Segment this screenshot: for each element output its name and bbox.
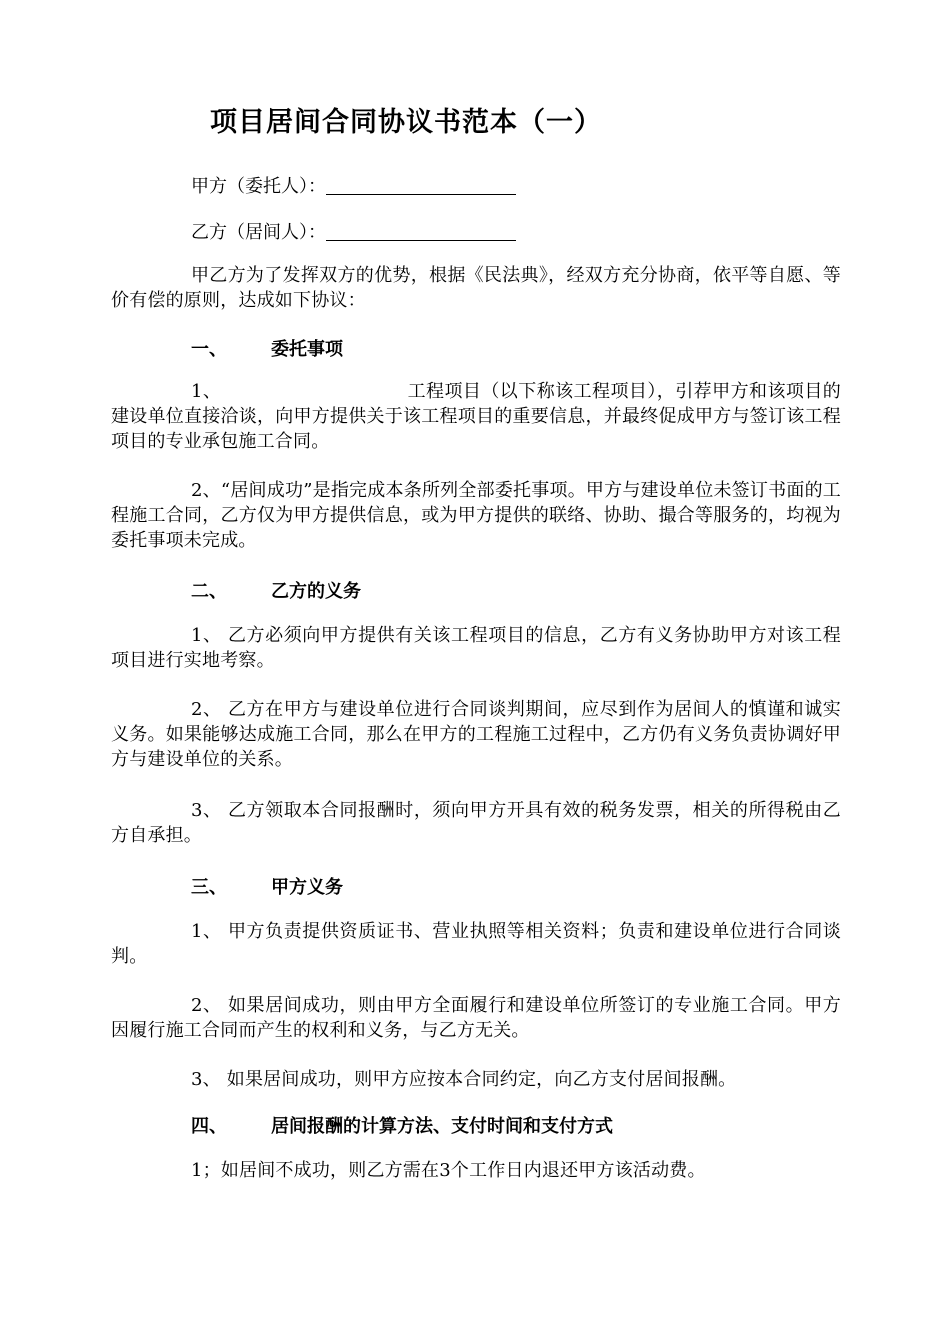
section-title: 甲方义务 — [271, 877, 343, 898]
clause-prefix: 1、 — [191, 381, 222, 402]
clause-paragraph: 2、 乙方在甲方与建设单位进行合同谈判期间，应尽到作为居间人的慎谨和诚实义务。如果能够达成施工合同，那么在甲方的工程施工过程中，乙方仍有义务负责协调好甲方与建设单位的关系。 — [111, 699, 841, 770]
intro-paragraph: 甲乙方为了发挥双方的优势，根据《民法典》，经双方充分协商，依平等自愿、等价有偿的原则，达成如下协议： — [111, 265, 841, 311]
clause-text: 工程项目（以下称该工程项目），引荐甲方和该项目的建设单位直接洽谈，向甲方提供关于该工程项目的重要信息，并最终促成甲方与签订该工程项目的专业承包施工合同。 — [111, 381, 841, 452]
clause-paragraph: 3、 乙方领取本合同报酬时，须向甲方开具有效的税务发票，相关的所得税由乙方自承担。 — [111, 800, 841, 846]
section-heading — [191, 873, 343, 899]
section-number: 四、 — [191, 1116, 227, 1137]
section-heading — [191, 1112, 613, 1138]
section-number: 三、 — [191, 877, 227, 898]
section-heading — [191, 577, 361, 603]
section-number: 二、 — [191, 581, 227, 602]
clause-paragraph: 2、 如果居间成功，则由甲方全面履行和建设单位所签订的专业施工合同。甲方因履行施工合同而产生的权利和义务，与乙方无关。 — [111, 995, 841, 1041]
clause-paragraph: 1、 甲方负责提供资质证书、营业执照等相关资料；负责和建设单位进行合同谈判。 — [111, 921, 841, 967]
section-title: 居间报酬的计算方法、支付时间和支付方式 — [271, 1116, 613, 1137]
section-number: 一、 — [191, 339, 227, 360]
clause-paragraph: 1、 乙方必须向甲方提供有关该工程项目的信息，乙方有义务协助甲方对该工程项目进行实地考察。 — [111, 625, 841, 671]
party-b-line — [191, 218, 516, 244]
clause-paragraph — [111, 379, 841, 454]
section-title: 乙方的义务 — [271, 581, 361, 602]
party-b-blank — [326, 222, 516, 241]
section-heading — [191, 335, 343, 361]
party-a-line — [191, 172, 516, 198]
party-a-label: 甲方（委托人）： — [191, 176, 326, 197]
clause-paragraph: 1；如居间不成功，则乙方需在3个工作日内退还甲方该活动费。 — [191, 1160, 706, 1181]
clause-paragraph: 2、“居间成功”是指完成本条所列全部委托事项。甲方与建设单位未签订书面的工程施工合同，乙方仅为甲方提供信息，或为甲方提供的联络、协助、撮合等服务的，均视为委托事项未完成。 — [111, 480, 841, 551]
party-a-blank — [326, 176, 516, 195]
section-title: 委托事项 — [271, 339, 343, 360]
party-b-label: 乙方（居间人）： — [191, 222, 326, 243]
clause-paragraph: 3、 如果居间成功，则甲方应按本合同约定，向乙方支付居间报酬。 — [191, 1069, 737, 1090]
document-title: 项目居间合同协议书范本（一） — [210, 107, 602, 138]
